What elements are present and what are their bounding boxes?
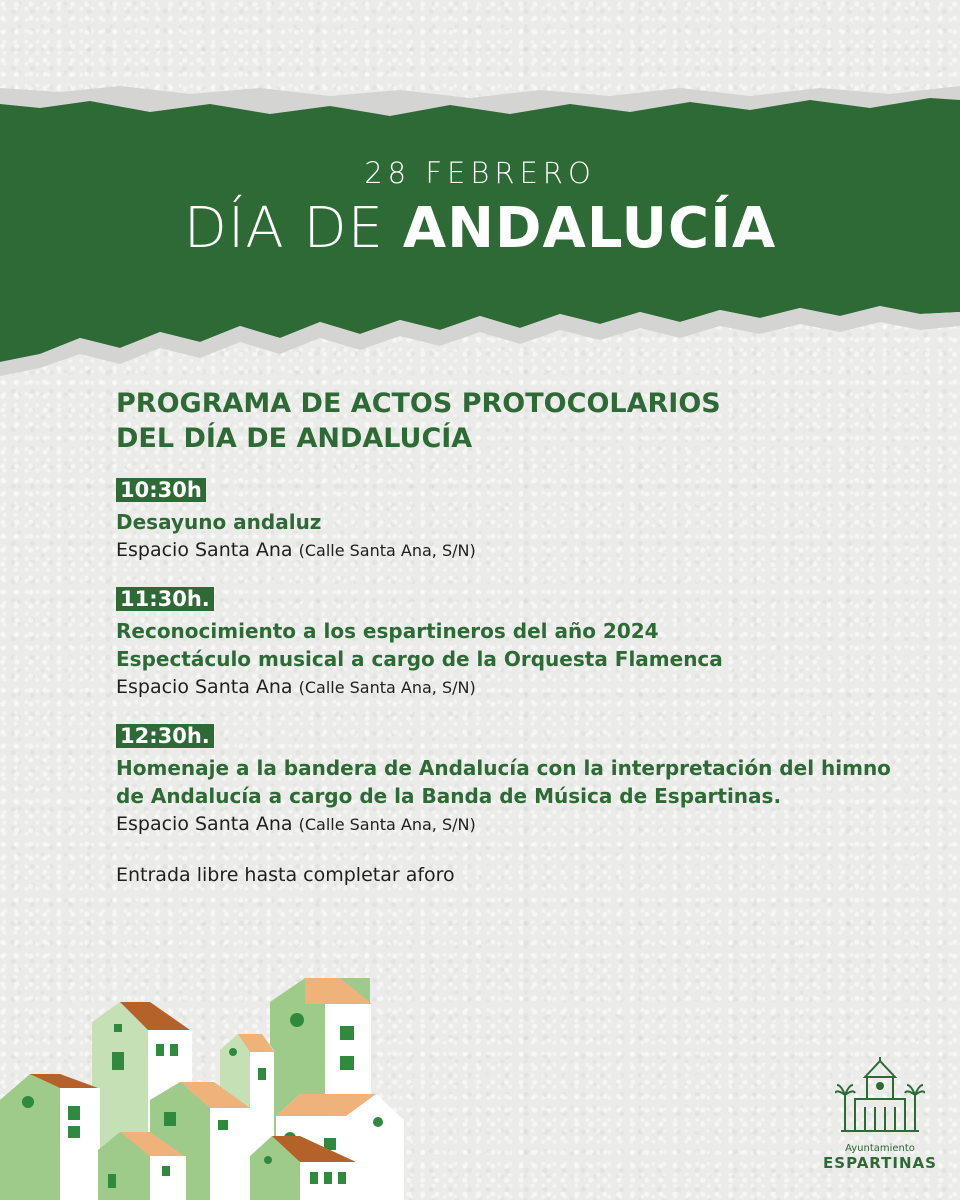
event-item-1 (116, 478, 936, 565)
heading-line-2: DEL DÍA DE ANDALUCÍA (116, 423, 473, 454)
town-hall-icon (835, 1055, 925, 1137)
event-title: Homenaje a la bandera de Andalucía con la interpretación del himno (116, 756, 891, 780)
place-name: Espacio Santa Ana (116, 539, 293, 561)
time-badge: 12:30h. (116, 724, 214, 748)
place-address: (Calle Santa Ana, S/N) (298, 815, 476, 834)
event-date: 28 FEBRERO (364, 156, 596, 190)
event-place (116, 536, 936, 565)
place-address: (Calle Santa Ana, S/N) (298, 678, 476, 697)
title-bold: ANDALUCÍA (402, 196, 777, 261)
heading-line-1: PROGRAMA DE ACTOS PROTOCOLARIOS (116, 388, 721, 419)
logo-line-1: Ayuntamiento (845, 1143, 915, 1154)
event-title: Espectáculo musical a cargo de la Orquesta Flamenca (116, 647, 723, 671)
place-name: Espacio Santa Ana (116, 676, 293, 698)
place-name: Espacio Santa Ana (116, 813, 293, 835)
time-badge: 10:30h (116, 478, 206, 502)
torn-paper-banner (0, 0, 960, 380)
event-place (116, 673, 936, 702)
logo-line-2: ESPARTINAS (823, 1154, 937, 1172)
entry-note: Entrada libre hasta completar aforo (116, 864, 455, 886)
place-address: (Calle Santa Ana, S/N) (298, 541, 476, 560)
title-light: DÍA DE (183, 196, 384, 261)
program-content (116, 386, 936, 889)
event-item-2 (116, 587, 936, 702)
event-title: de Andalucía a cargo de la Banda de Música de Espartinas. (116, 784, 782, 808)
event-place (116, 810, 936, 839)
event-title: Reconocimiento a los espartineros del año 2024 (116, 619, 659, 643)
ayuntamiento-logo (810, 1055, 950, 1172)
time-badge: 11:30h. (116, 587, 214, 611)
event-item-3 (116, 724, 936, 839)
page-title (0, 196, 960, 261)
town-illustration (0, 960, 420, 1200)
program-heading (116, 386, 936, 456)
event-title: Desayuno andaluz (116, 510, 322, 534)
